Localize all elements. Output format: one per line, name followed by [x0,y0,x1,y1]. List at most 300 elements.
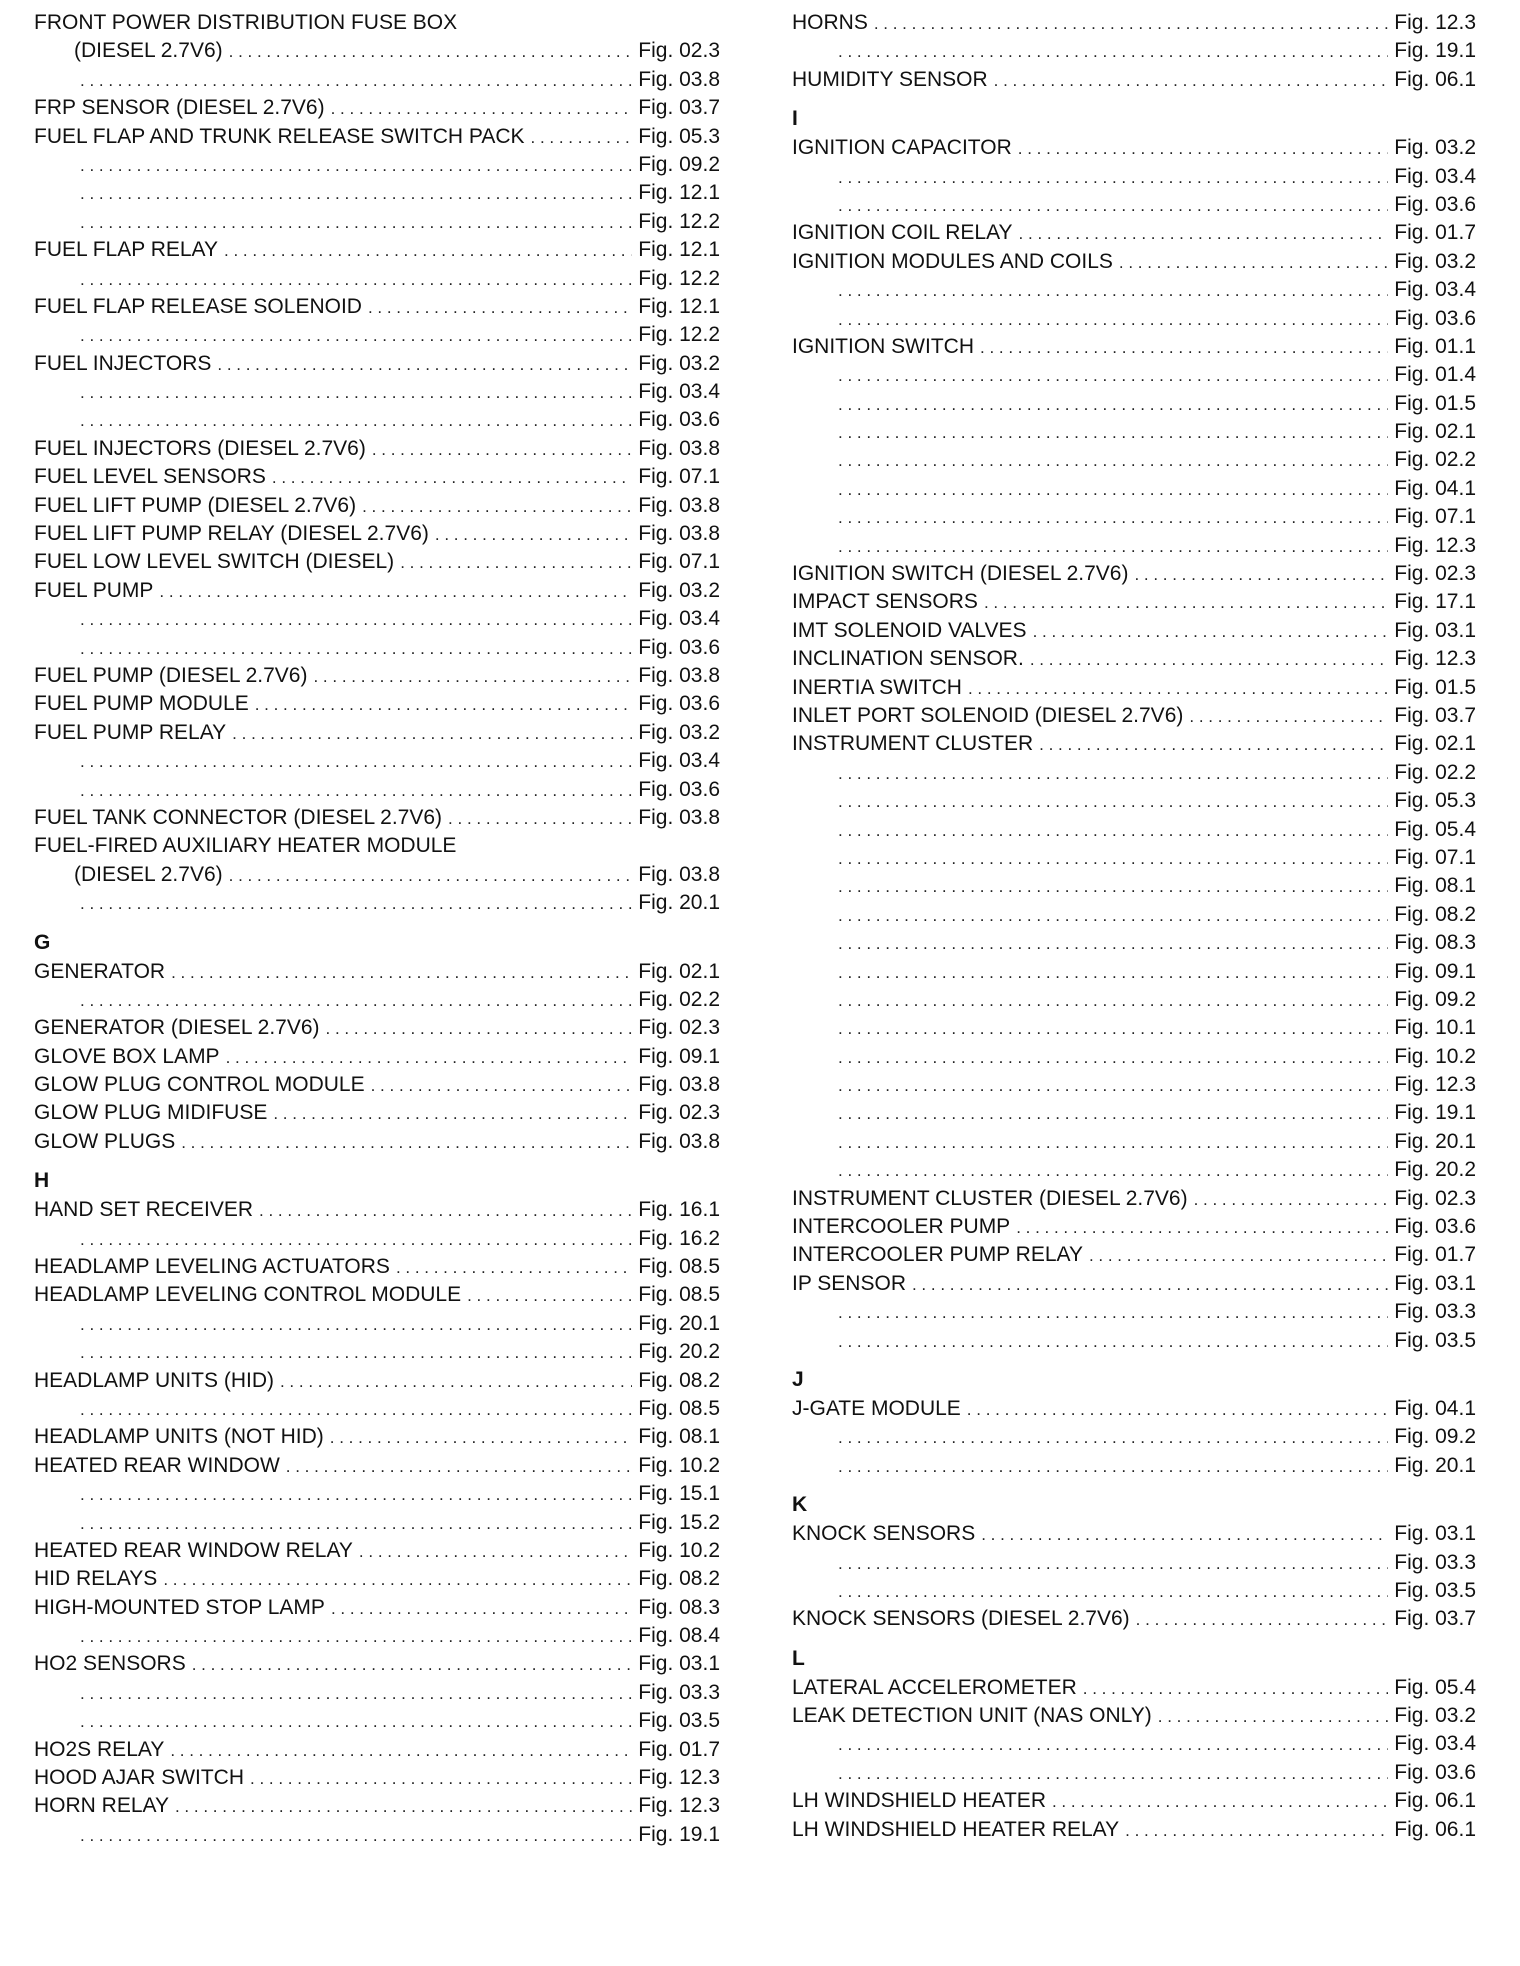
index-entry [34,1225,720,1253]
index-entry [34,66,720,94]
figure-reference: Fig. 03.2 [638,720,720,744]
figure-reference: Fig. 03.6 [638,408,720,432]
dot-leader [80,986,632,1015]
index-entry [792,1605,1476,1633]
dot-leader [838,418,1388,447]
index-entry [792,1787,1476,1815]
dot-leader [1189,702,1388,731]
index-entry [34,1367,720,1395]
figure-reference: Fig. 04.1 [1394,1396,1476,1420]
entry-name: HO2 SENSORS [34,1652,186,1676]
entry-name: FUEL PUMP (DIESEL 2.7V6) [34,663,308,687]
figure-reference: Fig. 03.8 [638,663,720,687]
figure-reference: Fig. 03.4 [638,749,720,773]
dot-leader [80,1225,632,1254]
figure-reference: Fig. 02.1 [1394,732,1476,756]
dot-leader [400,548,632,577]
entry-name: FUEL FLAP AND TRUNK RELEASE SWITCH PACK [34,124,525,148]
figure-reference: Fig. 16.1 [638,1198,720,1222]
figure-reference: Fig. 19.1 [1394,1101,1476,1125]
index-entry [792,1423,1476,1451]
entry-name: FUEL LOW LEVEL SWITCH (DIESEL) [34,550,395,574]
entry-name: HORN RELAY [34,1794,169,1818]
index-entry [792,1128,1476,1156]
dot-leader [1089,1241,1388,1270]
figure-reference: Fig. 01.7 [1394,221,1476,245]
index-entry [34,321,720,349]
section-letter: L [792,1646,805,1670]
entry-name: FUEL INJECTORS (DIESEL 2.7V6) [34,436,366,460]
index-entry [792,1702,1476,1730]
index-entry [792,787,1476,815]
dot-leader [448,804,632,833]
dot-leader [1119,248,1388,277]
dot-leader [874,9,1388,38]
entry-name: GLOVE BOX LAMP [34,1044,220,1068]
dot-leader [232,719,632,748]
entry-name: INSTRUMENT CLUSTER [792,732,1034,756]
dot-leader [80,1395,632,1424]
dot-leader [80,889,632,918]
dot-leader [313,662,632,691]
figure-reference: Fig. 03.8 [638,862,720,886]
entry-name: KNOCK SENSORS [792,1522,976,1546]
index-entry [34,1043,720,1071]
figure-reference: Fig. 07.1 [1394,845,1476,869]
index-entry [34,548,720,576]
dot-leader [359,1537,632,1566]
dot-leader [838,37,1388,66]
dot-leader [255,690,633,719]
dot-leader [838,1327,1388,1356]
dot-leader [838,1423,1388,1452]
figure-reference: Fig. 02.3 [638,1016,720,1040]
figure-reference: Fig. 09.2 [1394,1425,1476,1449]
index-entry [792,1099,1476,1127]
index-entry [34,958,720,986]
figure-reference: Fig. 03.5 [638,1709,720,1733]
figure-reference: Fig. 03.7 [1394,703,1476,727]
dot-leader [838,1156,1388,1185]
index-entry [792,66,1476,94]
dot-leader [838,446,1388,475]
figure-reference: Fig. 02.2 [1394,760,1476,784]
dot-leader [1134,560,1388,589]
entry-name: HEADLAMP LEVELING ACTUATORS [34,1255,390,1279]
index-entry [34,350,720,378]
index-entry [34,1253,720,1281]
entry-name: INLET PORT SOLENOID (DIESEL 2.7V6) [792,703,1184,727]
figure-reference: Fig. 12.1 [638,294,720,318]
figure-reference: Fig. 02.1 [1394,420,1476,444]
index-entry [34,1594,720,1622]
dot-leader [80,1821,632,1850]
figure-reference: Fig. 08.2 [638,1567,720,1591]
dot-leader [531,123,633,152]
figure-reference: Fig. 17.1 [1394,590,1476,614]
index-entry [34,435,720,463]
figure-reference: Fig. 08.1 [638,1425,720,1449]
index-entry [34,1338,720,1366]
dot-leader [435,520,632,549]
dot-leader [80,179,632,208]
figure-reference: Fig. 12.2 [638,209,720,233]
figure-reference: Fig. 02.3 [638,39,720,63]
index-entry [792,1730,1476,1758]
dot-leader [1018,134,1389,163]
entry-name: LATERAL ACCELEROMETER [792,1675,1077,1699]
figure-reference: Fig. 01.5 [1394,391,1476,415]
dot-leader [331,1594,632,1623]
figure-reference: Fig. 09.1 [638,1044,720,1068]
entry-name: HEADLAMP UNITS (NOT HID) [34,1425,324,1449]
figure-reference: Fig. 12.3 [638,1794,720,1818]
index-entry [792,1816,1476,1844]
dot-leader [838,901,1388,930]
figure-reference: Fig. 20.1 [1394,1453,1476,1477]
index-entry [34,1707,720,1735]
index-entry [792,9,1476,37]
figure-reference: Fig. 12.3 [1394,647,1476,671]
figure-reference: Fig. 02.3 [638,1101,720,1125]
figure-reference: Fig. 12.1 [638,238,720,262]
entry-name: FUEL INJECTORS [34,351,212,375]
index-entry [34,1071,720,1099]
figure-reference: Fig. 08.3 [638,1595,720,1619]
figure-reference: Fig. 03.8 [638,1073,720,1097]
dot-leader [838,475,1388,504]
dot-leader [838,503,1388,532]
index-entry [792,1759,1476,1787]
dot-leader [838,1577,1388,1606]
entry-name: LEAK DETECTION UNIT (NAS ONLY) [792,1704,1152,1728]
figure-reference: Fig. 03.2 [1394,136,1476,160]
entry-name: KNOCK SENSORS (DIESEL 2.7V6) [792,1607,1130,1631]
index-entry [34,1452,720,1480]
figure-reference: Fig. 05.3 [638,124,720,148]
index-entry [34,1537,720,1565]
figure-reference: Fig. 09.2 [638,152,720,176]
entry-name: IGNITION SWITCH (DIESEL 2.7V6) [792,562,1129,586]
index-entry [792,759,1476,787]
index-entry [792,1395,1476,1423]
dot-leader [368,293,632,322]
figure-reference: Fig. 07.1 [638,465,720,489]
dot-leader [838,929,1388,958]
entry-name: HEADLAMP LEVELING CONTROL MODULE [34,1283,462,1307]
figure-reference: Fig. 03.7 [638,96,720,120]
entry-name: IGNITION CAPACITOR [792,136,1012,160]
index-entry [34,265,720,293]
entry-name: IMPACT SENSORS [792,590,978,614]
index-entry [34,37,720,65]
figure-reference: Fig. 12.3 [1394,533,1476,557]
entry-name: IGNITION COIL RELAY [792,221,1013,245]
dot-leader [1125,1816,1388,1845]
dot-leader [984,588,1388,617]
dot-leader [838,759,1388,788]
dot-leader [371,1071,633,1100]
figure-reference: Fig. 01.7 [638,1737,720,1761]
figure-reference: Fig. 03.8 [638,1129,720,1153]
figure-reference: Fig. 08.4 [638,1624,720,1648]
figure-reference: Fig. 03.1 [1394,1522,1476,1546]
index-entry [792,1156,1476,1184]
dot-leader [980,333,1388,362]
dot-leader [80,1622,632,1651]
dot-leader [968,674,1388,703]
entry-name: GENERATOR (DIESEL 2.7V6) [34,1016,320,1040]
figure-reference: Fig. 03.3 [638,1680,720,1704]
index-entry [34,179,720,207]
figure-reference: Fig. 03.2 [638,578,720,602]
entry-name: INTERCOOLER PUMP RELAY [792,1243,1083,1267]
figure-reference: Fig. 15.1 [638,1482,720,1506]
index-entry [792,37,1476,65]
index-entry [34,1821,720,1849]
dot-leader [838,1730,1388,1759]
dot-leader [372,435,632,464]
figure-reference: Fig. 03.7 [1394,1607,1476,1631]
figure-reference: Fig. 09.1 [1394,959,1476,983]
entry-name: HUMIDITY SENSOR [792,67,988,91]
figure-reference: Fig. 20.1 [1394,1129,1476,1153]
dot-leader [80,1338,632,1367]
figure-reference: Fig. 06.1 [1394,1789,1476,1813]
entry-name: LH WINDSHIELD HEATER [792,1789,1046,1813]
dot-leader [326,1014,633,1043]
dot-leader [838,1099,1388,1128]
figure-reference: Fig. 12.2 [638,266,720,290]
dot-leader [396,1253,632,1282]
dot-leader [967,1395,1388,1424]
entry-name: FUEL TANK CONNECTOR (DIESEL 2.7V6) [34,805,443,829]
figure-reference: Fig. 01.7 [1394,1243,1476,1267]
entry-name: HOOD AJAR SWITCH [34,1766,245,1790]
section-letter: J [792,1367,804,1391]
index-entry [34,293,720,321]
entry-name: (DIESEL 2.7V6) [74,862,223,886]
index-entry [34,151,720,179]
index-entry [792,844,1476,872]
index-entry [792,475,1476,503]
index-entry [34,1395,720,1423]
entry-name: GENERATOR [34,959,166,983]
index-entry [792,134,1476,162]
dot-leader [838,816,1388,845]
figure-reference: Fig. 07.1 [1394,505,1476,529]
figure-reference: Fig. 02.3 [1394,562,1476,586]
figure-reference: Fig. 20.1 [638,1311,720,1335]
figure-reference: Fig. 02.2 [1394,448,1476,472]
dot-leader [181,1128,632,1157]
dot-leader [272,463,632,492]
dot-leader [838,390,1388,419]
index-entry [34,690,720,718]
dot-leader [259,1196,632,1225]
dot-leader [1033,617,1389,646]
dot-leader [1158,1702,1389,1731]
index-entry [34,804,720,832]
figure-reference: Fig. 03.8 [638,67,720,91]
figure-reference: Fig. 01.5 [1394,675,1476,699]
index-entry [34,1650,720,1678]
figure-reference: Fig. 02.2 [638,987,720,1011]
entry-name: HEADLAMP UNITS (HID) [34,1368,274,1392]
index-entry [792,1298,1476,1326]
figure-reference: Fig. 02.3 [1394,1186,1476,1210]
figure-reference: Fig. 03.8 [638,493,720,517]
dot-leader [80,776,632,805]
dot-leader [224,236,632,265]
dot-leader [80,66,632,95]
index-entry [34,1310,720,1338]
index-entry [792,248,1476,276]
index-entry [792,219,1476,247]
entry-name: FRONT POWER DISTRIBUTION FUSE BOX [34,11,458,34]
index-entry [792,674,1476,702]
entry-name: IGNITION MODULES AND COILS [792,249,1113,273]
figure-reference: Fig. 12.2 [638,323,720,347]
entry-name: FUEL LIFT PUMP (DIESEL 2.7V6) [34,493,357,517]
dot-leader [171,958,632,987]
dot-leader [362,492,632,521]
index-entry [34,492,720,520]
dot-leader [286,1452,633,1481]
dot-leader [838,1014,1388,1043]
index-entry [34,1099,720,1127]
index-entry [34,832,720,860]
figure-reference: Fig. 12.3 [1394,11,1476,34]
index-entry [792,276,1476,304]
index-column-right [792,9,1476,1844]
dot-leader [838,1043,1388,1072]
index-entry [34,986,720,1014]
index-entry [34,1196,720,1224]
index-entry [792,163,1476,191]
dot-leader [838,1452,1388,1481]
index-entry [792,1270,1476,1298]
index-entry [34,208,720,236]
index-entry [792,418,1476,446]
index-entry [792,1043,1476,1071]
figure-reference: Fig. 08.3 [1394,931,1476,955]
figure-reference: Fig. 03.4 [1394,278,1476,302]
index-entry [34,1792,720,1820]
index-entry [792,816,1476,844]
figure-reference: Fig. 03.6 [1394,1760,1476,1784]
index-entry [792,901,1476,929]
index-entry [34,889,720,917]
index-entry [34,861,720,889]
index-entry [792,986,1476,1014]
index-entry [792,503,1476,531]
figure-reference: Fig. 03.4 [638,380,720,404]
index-entry [34,1622,720,1650]
entry-name: FUEL PUMP [34,578,154,602]
figure-reference: Fig. 03.2 [1394,1704,1476,1728]
dot-leader [175,1792,632,1821]
index-entry [34,1679,720,1707]
index-entry [792,1071,1476,1099]
index-entry [792,1674,1476,1702]
entry-name: HIGH-MOUNTED STOP LAMP [34,1595,325,1619]
dot-leader [838,361,1388,390]
dot-leader [163,1565,632,1594]
dot-leader [80,208,632,237]
index-entry [792,1014,1476,1042]
dot-leader [1083,1674,1389,1703]
figure-reference: Fig. 03.2 [638,351,720,375]
dot-leader [838,276,1388,305]
figure-reference: Fig. 20.1 [638,891,720,915]
figure-reference: Fig. 01.4 [1394,363,1476,387]
dot-leader [838,844,1388,873]
figure-reference: Fig. 02.1 [638,959,720,983]
entry-name: GLOW PLUG CONTROL MODULE [34,1073,365,1097]
dot-leader [80,378,632,407]
entry-name: HAND SET RECEIVER [34,1198,253,1222]
index-entry [34,123,720,151]
figure-reference: Fig. 10.2 [1394,1044,1476,1068]
figure-reference: Fig. 06.1 [1394,1817,1476,1841]
figure-reference: Fig. 04.1 [1394,476,1476,500]
figure-reference: Fig. 03.8 [638,522,720,546]
figure-reference: Fig. 05.4 [1394,817,1476,841]
figure-reference: Fig. 03.6 [1394,306,1476,330]
figure-reference: Fig. 03.6 [638,635,720,659]
entry-name: INERTIA SWITCH [792,675,962,699]
section-letter: K [792,1493,808,1517]
entry-name: FUEL FLAP RELAY [34,238,219,262]
dot-leader [838,1128,1388,1157]
index-entry [34,1423,720,1451]
entry-name: FUEL PUMP RELAY [34,720,227,744]
dot-leader [1030,645,1388,674]
dot-leader [331,94,633,123]
figure-reference: Fig. 20.2 [1394,1158,1476,1182]
index-entry [792,560,1476,588]
entry-name: FUEL PUMP MODULE [34,692,249,716]
entry-name: J-GATE MODULE [792,1396,961,1420]
dot-leader [80,1679,632,1708]
index-entry [34,719,720,747]
index-entry [792,390,1476,418]
figure-reference: Fig. 01.1 [1394,334,1476,358]
entry-name: IMT SOLENOID VALVES [792,618,1027,642]
dot-leader [80,151,632,180]
figure-reference: Fig. 08.5 [638,1255,720,1279]
figure-reference: Fig. 03.5 [1394,1328,1476,1352]
entry-name: FUEL LIFT PUMP RELAY (DIESEL 2.7V6) [34,522,429,546]
figure-reference: Fig. 05.3 [1394,789,1476,813]
dot-leader [80,605,632,634]
dot-leader [250,1764,632,1793]
entry-name: (DIESEL 2.7V6) [74,39,223,63]
figure-reference: Fig. 08.5 [638,1396,720,1420]
index-entry [792,929,1476,957]
index-entry [34,236,720,264]
dot-leader [80,634,632,663]
figure-reference: Fig. 03.1 [638,1652,720,1676]
index-entry [34,662,720,690]
dot-leader [838,1071,1388,1100]
entry-name: IP SENSOR [792,1271,906,1295]
index-entry [792,617,1476,645]
dot-leader [838,305,1388,334]
dot-leader [80,406,632,435]
figure-reference: Fig. 07.1 [638,550,720,574]
